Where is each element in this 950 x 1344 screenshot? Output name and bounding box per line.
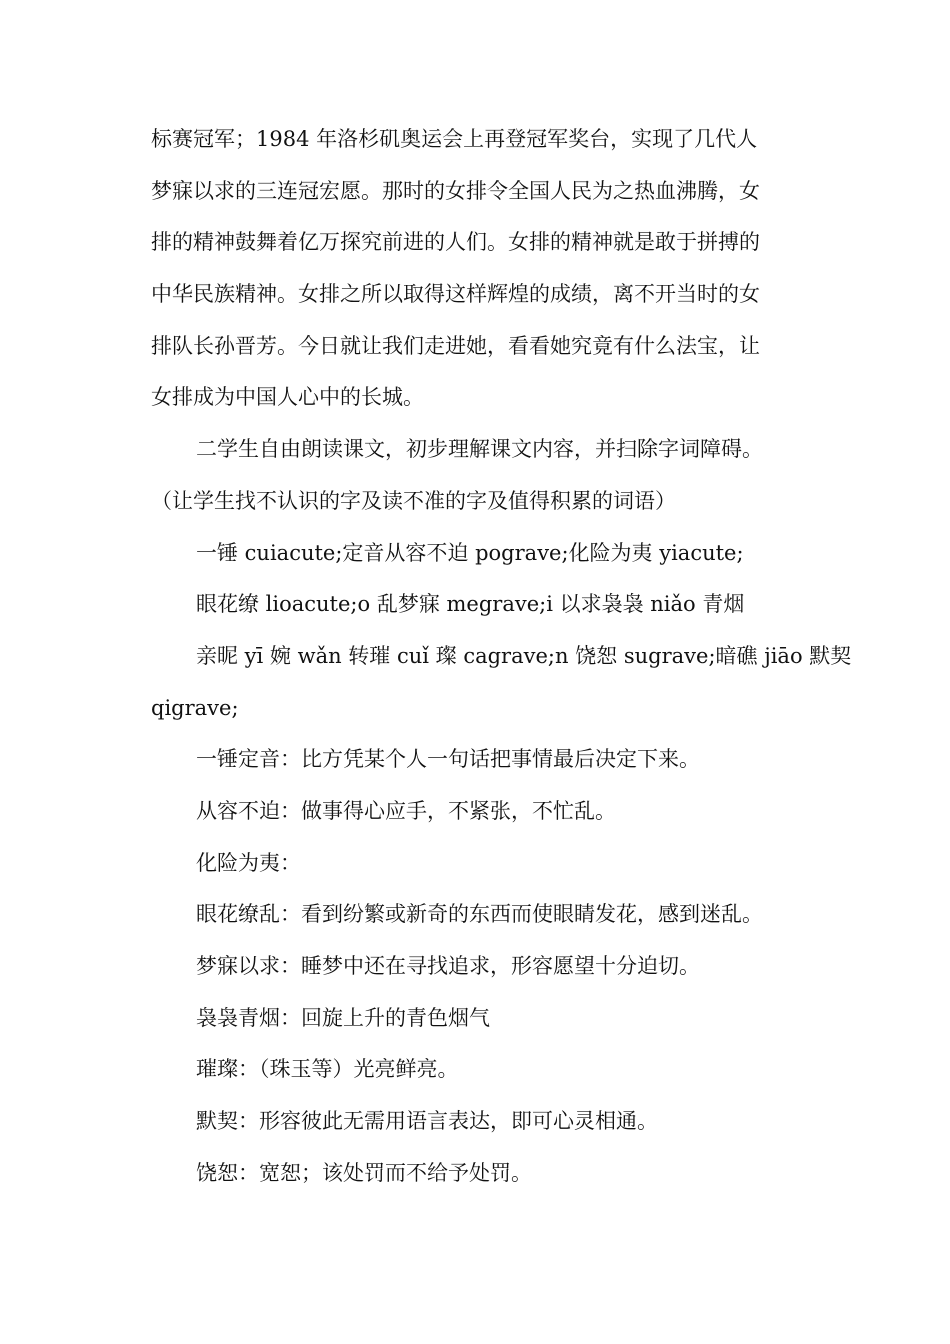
- text-line: 中华民族精神。女排之所以取得这样辉煌的成绩，离不开当时的女: [151, 282, 760, 307]
- text-line: 女排成为中国人心中的长城。: [151, 385, 424, 410]
- text-line: 标赛冠军；1984 年洛杉矶奥运会上再登冠军奖台，实现了几代人: [151, 127, 758, 151]
- text-line: （让学生找不认识的字及读不准的字及值得积累的词语）: [151, 488, 676, 513]
- vocab-definition: 眼花缭乱：看到纷繁或新奇的东西而使眼睛发花，感到迷乱。: [196, 902, 763, 927]
- document-body: [151, 114, 852, 1199]
- vocab-definition: 一锤定音：比方凭某个人一句话把事情最后决定下来。: [196, 747, 700, 772]
- vocab-definition: 袅袅青烟：回旋上升的青色烟气: [196, 1005, 490, 1030]
- vocab-definition: 饶恕：宽恕；该处罚而不给予处罚。: [196, 1160, 532, 1185]
- text-line: 梦寐以求的三连冠宏愿。那时的女排令全国人民为之热血沸腾，女: [151, 178, 760, 203]
- vocab-pinyin-line: qigrave;: [151, 695, 239, 720]
- vocab-pinyin-line: 一锤 cuiacute;定音从容不迫 pograve;化险为夷 yiacute;: [196, 540, 744, 565]
- text-line: 排的精神鼓舞着亿万探究前进的人们。女排的精神就是敢于拼搏的: [151, 230, 760, 255]
- vocab-definition: 默契：形容彼此无需用语言表达，即可心灵相通。: [196, 1109, 658, 1134]
- vocab-pinyin-line: 眼花缭 lioacute;o 乱梦寐 megrave;i 以求袅袅 niǎo 青烟: [196, 592, 745, 617]
- vocab-definition: 从容不迫：做事得心应手，不紧张，不忙乱。: [196, 798, 616, 823]
- vocab-definition: 梦寐以求：睡梦中还在寻找追求，形容愿望十分迫切。: [196, 954, 700, 978]
- vocab-pinyin-line: 亲昵 yī 婉 wǎn 转璀 cuǐ 璨 cagrave;n 饶恕 sugrave;暗礁 jiāo 默契: [196, 643, 852, 668]
- section-heading: 二学生自由朗读课文，初步理解课文内容，并扫除字词障碍。: [196, 437, 763, 462]
- vocab-definition: 璀璨：（珠玉等）光亮鲜亮。: [196, 1057, 459, 1082]
- text-line: 排队长孙晋芳。今日就让我们走进她，看看她究竟有什么法宝，让: [151, 333, 760, 358]
- vocab-definition: 化险为夷：: [196, 850, 301, 875]
